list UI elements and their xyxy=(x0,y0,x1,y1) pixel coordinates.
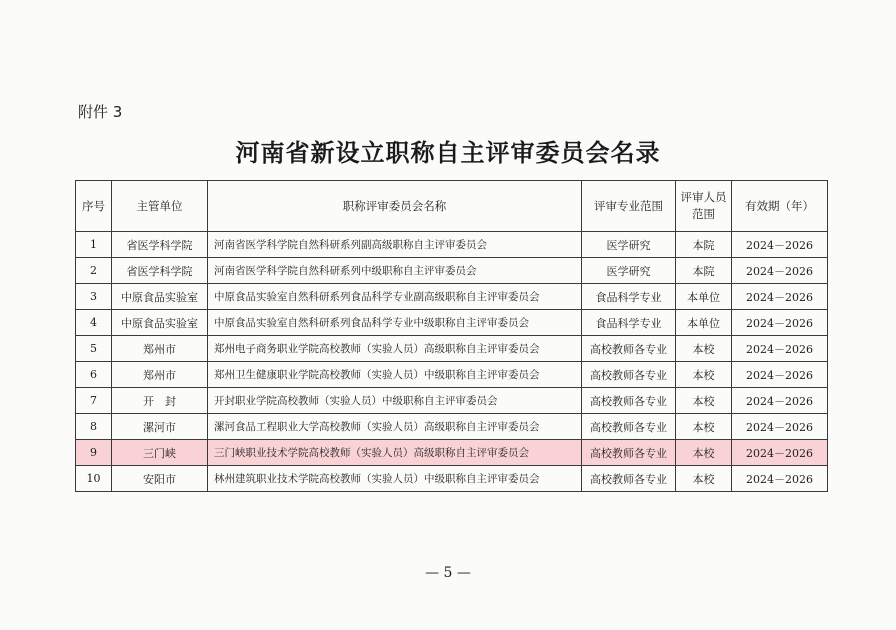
cell-authority: 郑州市 xyxy=(112,362,208,388)
cell-specialty-scope: 高校教师各专业 xyxy=(582,362,676,388)
cell-personnel-scope: 本单位 xyxy=(676,310,732,336)
cell-index: 10 xyxy=(76,466,112,492)
cell-index: 3 xyxy=(76,284,112,310)
cell-personnel-scope: 本校 xyxy=(676,388,732,414)
cell-validity: 2024－2026 xyxy=(732,336,828,362)
cell-validity: 2024－2026 xyxy=(732,388,828,414)
cell-committee-name: 中原食品实验室自然科研系列食品科学专业中级职称自主评审委员会 xyxy=(208,310,582,336)
cell-specialty-scope: 食品科学专业 xyxy=(582,310,676,336)
cell-validity: 2024－2026 xyxy=(732,258,828,284)
cell-personnel-scope: 本校 xyxy=(676,362,732,388)
cell-validity: 2024－2026 xyxy=(732,284,828,310)
cell-authority: 安阳市 xyxy=(112,466,208,492)
cell-index: 9 xyxy=(76,440,112,466)
table-row xyxy=(76,466,828,492)
cell-authority: 开 封 xyxy=(112,388,208,414)
table-row xyxy=(76,440,828,466)
cell-validity: 2024－2026 xyxy=(732,232,828,258)
page-number: — 5 — xyxy=(425,565,471,581)
header-validity: 有效期（年） xyxy=(732,181,828,232)
cell-committee-name: 中原食品实验室自然科研系列食品科学专业副高级职称自主评审委员会 xyxy=(208,284,582,310)
cell-authority: 郑州市 xyxy=(112,336,208,362)
cell-index: 5 xyxy=(76,336,112,362)
cell-authority: 三门峡 xyxy=(112,440,208,466)
header-committee-name: 职称评审委员会名称 xyxy=(208,181,582,232)
table-row xyxy=(76,258,828,284)
cell-specialty-scope: 食品科学专业 xyxy=(582,284,676,310)
committee-table xyxy=(75,180,828,492)
cell-personnel-scope: 本校 xyxy=(676,336,732,362)
table-row xyxy=(76,414,828,440)
cell-specialty-scope: 高校教师各专业 xyxy=(582,414,676,440)
table-row xyxy=(76,232,828,258)
cell-validity: 2024－2026 xyxy=(732,310,828,336)
cell-committee-name: 郑州电子商务职业学院高校教师（实验人员）高级职称自主评审委员会 xyxy=(208,336,582,362)
cell-authority: 省医学科学院 xyxy=(112,258,208,284)
table-row xyxy=(76,336,828,362)
cell-committee-name: 开封职业学院高校教师（实验人员）中级职称自主评审委员会 xyxy=(208,388,582,414)
cell-index: 6 xyxy=(76,362,112,388)
header-personnel-scope: 评审人员范围 xyxy=(676,181,732,232)
cell-specialty-scope: 高校教师各专业 xyxy=(582,440,676,466)
cell-committee-name: 三门峡职业技术学院高校教师（实验人员）高级职称自主评审委员会 xyxy=(208,440,582,466)
table-row xyxy=(76,310,828,336)
cell-committee-name: 漯河食品工程职业大学高校教师（实验人员）高级职称自主评审委员会 xyxy=(208,414,582,440)
cell-authority: 中原食品实验室 xyxy=(112,310,208,336)
cell-personnel-scope: 本单位 xyxy=(676,284,732,310)
cell-personnel-scope: 本院 xyxy=(676,232,732,258)
cell-specialty-scope: 高校教师各专业 xyxy=(582,336,676,362)
cell-validity: 2024－2026 xyxy=(732,440,828,466)
cell-validity: 2024－2026 xyxy=(732,362,828,388)
cell-specialty-scope: 高校教师各专业 xyxy=(582,388,676,414)
cell-index: 4 xyxy=(76,310,112,336)
table-row xyxy=(76,388,828,414)
cell-specialty-scope: 医学研究 xyxy=(582,232,676,258)
cell-index: 1 xyxy=(76,232,112,258)
header-specialty-scope: 评审专业范围 xyxy=(582,181,676,232)
attachment-label: 附件 3 xyxy=(78,103,123,121)
cell-index: 8 xyxy=(76,414,112,440)
cell-index: 2 xyxy=(76,258,112,284)
cell-authority: 漯河市 xyxy=(112,414,208,440)
cell-committee-name: 河南省医学科学院自然科研系列副高级职称自主评审委员会 xyxy=(208,232,582,258)
cell-committee-name: 郑州卫生健康职业学院高校教师（实验人员）中级职称自主评审委员会 xyxy=(208,362,582,388)
table-body xyxy=(76,232,828,492)
table-row xyxy=(76,362,828,388)
cell-authority: 省医学科学院 xyxy=(112,232,208,258)
header-index: 序号 xyxy=(76,181,112,232)
cell-committee-name: 林州建筑职业技术学院高校教师（实验人员）中级职称自主评审委员会 xyxy=(208,466,582,492)
cell-specialty-scope: 医学研究 xyxy=(582,258,676,284)
cell-personnel-scope: 本校 xyxy=(676,440,732,466)
cell-validity: 2024－2026 xyxy=(732,414,828,440)
cell-authority: 中原食品实验室 xyxy=(112,284,208,310)
table-header-row xyxy=(76,181,828,232)
cell-validity: 2024－2026 xyxy=(732,466,828,492)
cell-index: 7 xyxy=(76,388,112,414)
cell-specialty-scope: 高校教师各专业 xyxy=(582,466,676,492)
header-authority: 主管单位 xyxy=(112,181,208,232)
cell-personnel-scope: 本校 xyxy=(676,466,732,492)
cell-personnel-scope: 本校 xyxy=(676,414,732,440)
page-title: 河南省新设立职称自主评审委员会名录 xyxy=(235,139,661,167)
cell-personnel-scope: 本院 xyxy=(676,258,732,284)
cell-committee-name: 河南省医学科学院自然科研系列中级职称自主评审委员会 xyxy=(208,258,582,284)
table-row xyxy=(76,284,828,310)
